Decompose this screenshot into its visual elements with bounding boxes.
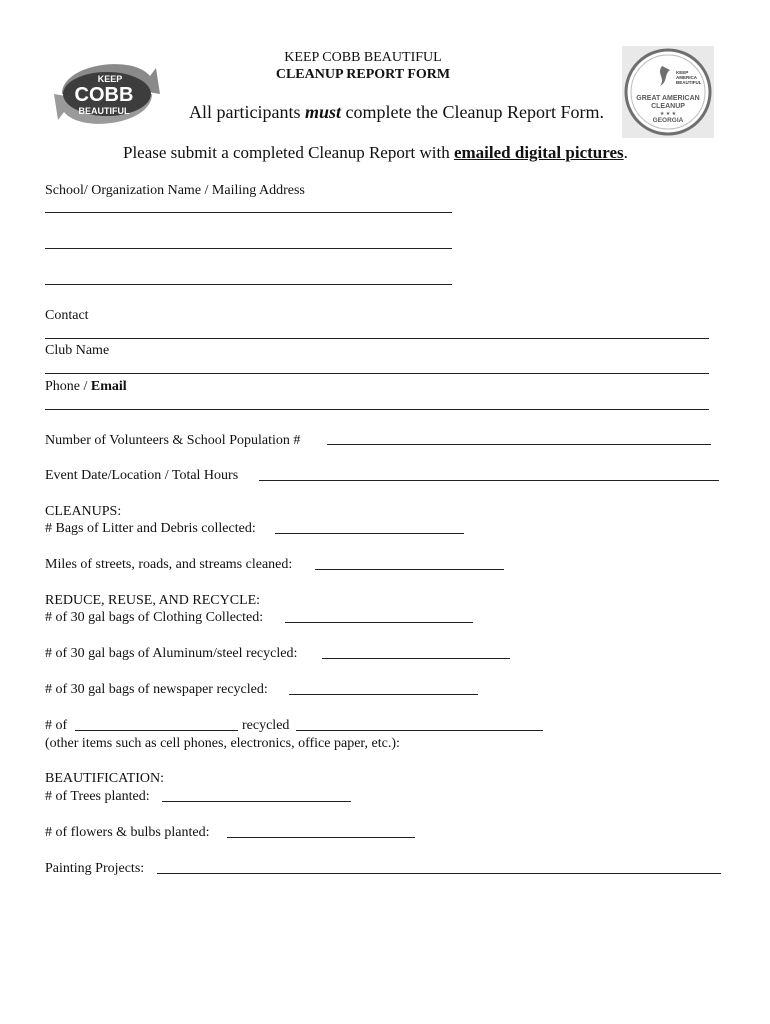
org-label: School/ Organization Name / Mailing Address [45, 183, 305, 198]
phone-email-label [45, 378, 127, 395]
participants-pre: All participants [189, 102, 305, 122]
form-title: CLEANUP REPORT FORM [275, 67, 451, 82]
svg-text:GREAT AMERICAN: GREAT AMERICAN [636, 95, 700, 102]
event-line[interactable] [259, 480, 719, 481]
participants-notice [189, 101, 604, 123]
org-title: KEEP COBB BEAUTIFUL [284, 50, 442, 65]
svg-text:BEAUTIFUL: BEAUTIFUL [676, 80, 702, 85]
clothing-line[interactable] [285, 622, 473, 623]
cleanups-heading: CLEANUPS: [45, 504, 122, 519]
org-line-2[interactable] [45, 248, 452, 249]
svg-text:COBB: COBB [74, 84, 134, 106]
svg-text:★ ★ ★: ★ ★ ★ [659, 111, 677, 117]
svg-text:CLEANUP: CLEANUP [651, 103, 685, 110]
other-note: (other items such as cell phones, electronics, office paper, etc.): [45, 736, 400, 751]
contact-label: Contact [45, 308, 89, 323]
painting-line[interactable] [157, 873, 721, 874]
miles-label: Miles of streets, roads, and streams cleaned: [45, 557, 293, 572]
trees-line[interactable] [162, 801, 351, 802]
participants-post: complete the Cleanup Report Form. [341, 102, 604, 122]
aluminum-label: # of 30 gal bags of Aluminum/steel recycled: [45, 646, 298, 661]
other-item-line[interactable] [75, 730, 238, 731]
org-line-1[interactable] [45, 212, 452, 213]
svg-text:GEORGIA: GEORGIA [652, 117, 684, 124]
recycle-heading: REDUCE, REUSE, AND RECYCLE: [45, 593, 261, 608]
svg-text:KEEP: KEEP [676, 70, 689, 75]
svg-text:BEAUTIFUL: BEAUTIFUL [78, 106, 130, 116]
painting-label: Painting Projects: [45, 861, 145, 876]
beautification-heading: BEAUTIFICATION: [45, 771, 164, 786]
other-recycled-line[interactable] [296, 730, 543, 731]
bags-label: # Bags of Litter and Debris collected: [45, 521, 256, 536]
participants-must: must [304, 102, 342, 122]
miles-line[interactable] [315, 569, 504, 570]
submit-notice [123, 143, 628, 163]
other-mid-label: recycled [242, 718, 290, 733]
svg-text:AMERICA: AMERICA [676, 75, 697, 80]
aluminum-line[interactable] [322, 658, 510, 659]
flowers-label: # of flowers & bulbs planted: [45, 825, 210, 840]
phone-label: Phone / [45, 379, 91, 394]
trees-label: # of Trees planted: [45, 789, 150, 804]
volunteers-line[interactable] [327, 444, 711, 445]
club-line[interactable] [45, 373, 709, 374]
other-pre-label: # of [45, 718, 68, 733]
club-label: Club Name [45, 343, 110, 358]
submit-pre: Please submit a completed Cleanup Report with [123, 143, 454, 162]
email-label: Email [90, 379, 127, 394]
volunteers-label: Number of Volunteers & School Population # [45, 433, 301, 448]
submit-emphasis: emailed digital pictures [453, 143, 624, 162]
phone-email-line[interactable] [45, 409, 709, 410]
clothing-label: # of 30 gal bags of Clothing Collected: [45, 610, 264, 625]
submit-post: . [623, 143, 628, 162]
svg-text:KEEP: KEEP [97, 74, 123, 84]
org-line-3[interactable] [45, 284, 452, 285]
newspaper-label: # of 30 gal bags of newspaper recycled: [45, 682, 268, 697]
contact-line[interactable] [45, 338, 709, 339]
flowers-line[interactable] [227, 837, 415, 838]
bags-line[interactable] [275, 533, 464, 534]
event-label: Event Date/Location / Total Hours [45, 468, 239, 483]
newspaper-line[interactable] [289, 694, 478, 695]
